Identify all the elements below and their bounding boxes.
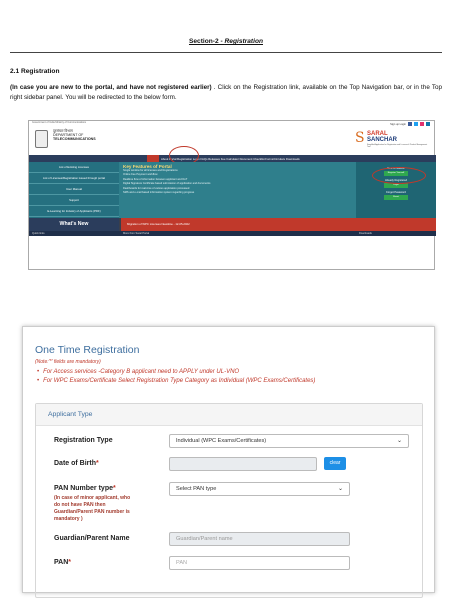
pan-minor-note: (In case of minor applicant, who do not have PAN then Guardian/Parent PAN number is mandatory )	[54, 495, 131, 522]
downloads-link[interactable]: Downloads	[359, 231, 372, 235]
key-feature-line: Single window for all licenses and Registrations	[123, 169, 178, 172]
top-links[interactable]	[390, 122, 430, 126]
left-menu-item[interactable]: List of Licenses/Registration issued through portal	[29, 173, 119, 184]
pan-type-select[interactable]	[169, 482, 350, 496]
pan-type-value: Select PAN type	[176, 486, 217, 492]
form-title: One Time Registration	[35, 344, 140, 356]
dob-label	[54, 460, 99, 467]
divider	[10, 52, 442, 53]
saral-logo	[355, 128, 430, 152]
left-menu-item[interactable]: User Manual	[29, 184, 119, 195]
clear-button[interactable]: clear	[324, 457, 346, 470]
required-star: *	[68, 559, 71, 566]
dept-hindi: दूरसंचार विभाग	[53, 129, 73, 133]
registration-type-select[interactable]	[169, 434, 409, 448]
login-button[interactable]: Login	[384, 183, 408, 188]
portal-body	[29, 162, 436, 218]
para-bold: (In case you are new to the portal, and have not registered earlier)	[10, 84, 212, 91]
chevron-down-icon: ⌄	[396, 438, 402, 444]
guardian-name-label: Guardian/Parent Name	[54, 535, 130, 542]
key-features	[123, 164, 353, 216]
section-prefix: Section-2 -	[188, 38, 225, 45]
bullet-item: • For WPC Exams/Certificate Select Registration Type Category as Individual (WPC Exams/Certificates)	[37, 377, 315, 386]
dob-label-text: Date of Birth	[54, 460, 96, 467]
register-yourself-button[interactable]: Register Yourself	[384, 171, 408, 176]
brand-tagline: Simplified Application for Registration and Licenses & Product Management Tool	[367, 144, 428, 149]
guardian-name-input[interactable]: Guardian/Parent name	[169, 532, 350, 546]
required-star: *	[113, 485, 116, 492]
applicant-type-card	[35, 403, 423, 598]
pan-input[interactable]: PAN	[169, 556, 350, 570]
form-bullets	[37, 368, 315, 386]
pan-type-label-text: PAN Number type	[54, 485, 113, 492]
already-registered-text: Already Registered	[384, 179, 408, 182]
news-marquee[interactable]: Migration of WPC Licenses Newsline - 12-05-2022	[121, 218, 436, 231]
subheading: 2.1 Registration	[10, 68, 60, 75]
linkedin-icon[interactable]	[426, 122, 430, 126]
bullet-item: • For Access services -Category B applicant need to APPLY under UL-VNO	[37, 368, 315, 377]
registration-type-label: Registration Type	[54, 437, 113, 444]
dept-line2: TELECOMMUNICATIONS	[53, 137, 96, 142]
nav-items[interactable]: About Portal Registration Login FAQs Releases Fee Calculator Document Checklist Forms/Circulars Downloads	[161, 156, 300, 161]
dept-line1: DEPARTMENT OF	[53, 133, 84, 138]
pan-type-label	[54, 485, 116, 492]
registration-form-screenshot	[22, 326, 435, 593]
twitter-icon[interactable]	[414, 122, 418, 126]
section-title	[0, 38, 452, 45]
new-user-text: New to SARAL	[387, 167, 405, 170]
emblem-icon	[35, 130, 48, 148]
more-from-portal[interactable]: More from Saral Portal	[123, 231, 150, 235]
left-menu-item[interactable]: List of Existing Licenses	[29, 162, 119, 173]
portal-footer-bar	[29, 231, 436, 236]
brand-sanchar: SANCHAR	[367, 137, 397, 143]
portal-top-strip: Government of India Ministry of Communications	[32, 121, 87, 124]
registration-type-value: Individual (WPC Exams/Certificates)	[176, 438, 267, 444]
pan-label	[54, 559, 71, 566]
whats-new-label: What's New	[29, 218, 119, 231]
news-bar	[29, 218, 436, 231]
left-menu-item[interactable]: Support	[29, 195, 119, 206]
key-feature-line: Online Fee Payment workflow	[123, 173, 158, 177]
top-navigation-bar	[29, 155, 436, 162]
instagram-icon[interactable]	[420, 122, 424, 126]
required-star: *	[96, 460, 99, 467]
instruction-paragraph	[10, 83, 442, 103]
key-feature-line: Dashboards for real-time of various application processed	[123, 186, 190, 190]
dob-input[interactable]	[169, 457, 317, 471]
facebook-icon[interactable]	[408, 122, 412, 126]
saral-s-icon: S	[355, 130, 365, 146]
chevron-down-icon: ⌄	[337, 486, 343, 492]
section-name: Registration	[224, 38, 263, 45]
portal-screenshot	[28, 120, 435, 270]
home-icon[interactable]	[147, 155, 159, 162]
key-feature-line: SMS and e-mail based information system regarding progress	[123, 191, 195, 195]
key-features-title: Key Features of Portal	[123, 164, 172, 169]
register-highlight-circle	[372, 167, 426, 184]
quick-links[interactable]: Quick links	[32, 231, 45, 235]
dept-name	[53, 129, 96, 142]
reset-button[interactable]: Reset	[384, 195, 408, 200]
key-feature-line: Realtime flow of information between applicant and DoT	[123, 177, 188, 181]
card-title: Applicant Type	[36, 404, 422, 426]
left-menu	[29, 162, 119, 218]
top-links-text[interactable]: Sign up Login	[390, 122, 406, 126]
para-rest: . Click on the Registration link, available on the Top Navigation bar, or in the Top right sidebar panel. You will be redirected to the below form.	[10, 84, 442, 101]
pan-label-text: PAN	[54, 559, 69, 566]
mandatory-note: (Note:'*' fields are mandatory)	[35, 359, 101, 365]
left-menu-item[interactable]: E-Learning for Industry of Applicants (PDF)	[29, 206, 119, 217]
key-feature-line: Digital Signature Certificate based submission of application and documents	[123, 182, 211, 186]
forgot-password-text: Forgot Password	[386, 191, 406, 194]
brand-saral: SARAL	[367, 131, 388, 137]
